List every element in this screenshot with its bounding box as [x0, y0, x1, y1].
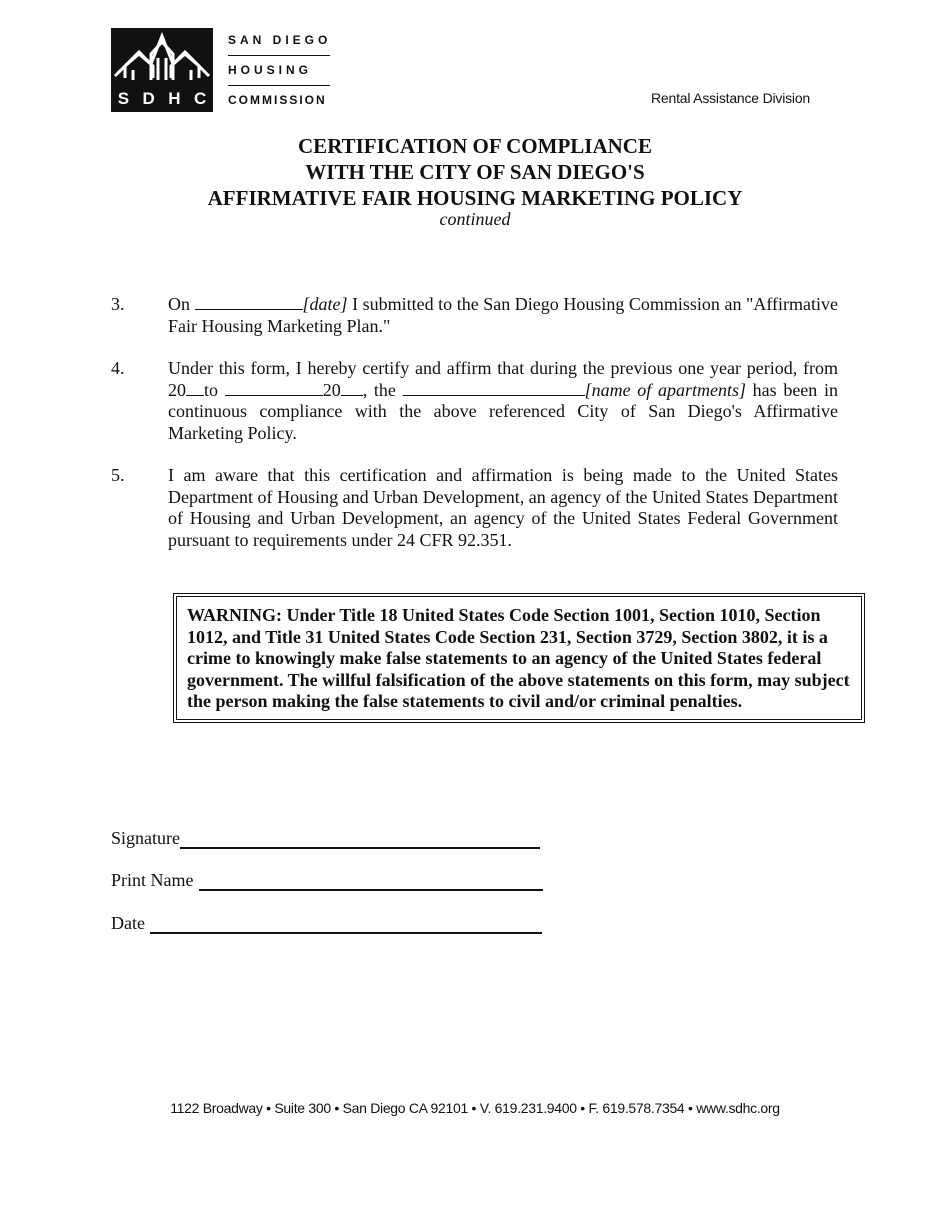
signature-line[interactable] — [180, 829, 540, 849]
title-line: CERTIFICATION OF COMPLIANCE — [298, 134, 652, 158]
print-name-field[interactable] — [111, 870, 543, 891]
item-number: 3. — [111, 294, 125, 314]
sdhc-logo — [111, 28, 213, 112]
division-name: Rental Assistance Division — [651, 90, 810, 106]
footer-address: 1122 Broadway • Suite 300 • San Diego CA 92101 • V. 619.231.9400 • F. 619.578.7354 • www.sdhc.org — [170, 1100, 780, 1116]
item-text-part: to — [204, 379, 225, 400]
logo-letter: C — [193, 89, 207, 108]
date-placeholder: [date] — [302, 294, 348, 314]
date-blank-field[interactable] — [195, 294, 303, 310]
date-field[interactable] — [111, 913, 542, 934]
item-text — [168, 294, 838, 337]
from-year-blank-field[interactable] — [186, 380, 204, 396]
apartments-placeholder: [name of apartments] — [584, 379, 746, 400]
logo-word: SAN DIEGO — [228, 33, 332, 47]
item-text-part: Under this form, I hereby certify and affirm that during the previous one year period, from 20 — [168, 358, 838, 400]
item-text-part: , the — [362, 379, 403, 400]
item-number: 5. — [111, 465, 125, 485]
logo-letter: H — [168, 89, 181, 108]
logo-divider — [228, 55, 330, 56]
item-text: I am aware that this certification and affirmation is being made to the United States Department of Housing and Urban Development, an agency of the United States Department of Housing and Urban Development, an agency of the United States Federal Government pursuant to requirements under 24 CFR 92.351. — [168, 465, 838, 550]
item-text — [168, 358, 838, 444]
field-label: Print Name — [111, 870, 194, 890]
list-item — [111, 465, 838, 551]
document-title — [0, 133, 950, 211]
field-label: Date — [111, 913, 145, 933]
date-line[interactable] — [150, 914, 542, 934]
title-line: WITH THE CITY OF SAN DIEGO'S — [305, 160, 645, 184]
item-text-part: On — [168, 294, 195, 314]
logo-wordmark — [228, 32, 332, 109]
logo-divider — [228, 85, 330, 86]
houses-logo-icon — [111, 28, 213, 90]
item-text-part: 20 — [322, 379, 341, 400]
document-subtitle: continued — [439, 209, 511, 229]
print-name-line[interactable] — [199, 871, 543, 891]
to-date-blank-field[interactable] — [225, 380, 323, 396]
to-year-blank-field[interactable] — [341, 380, 363, 396]
signature-field[interactable] — [111, 828, 540, 849]
list-item — [111, 294, 838, 337]
title-line: AFFIRMATIVE FAIR HOUSING MARKETING POLICY — [207, 186, 743, 210]
warning-box: WARNING: Under Title 18 United States Code Section 1001, Section 1010, Section 1012, and Title 31 United States Code Section 231, Section 3729, Section 3802, it is a crime to knowingly make false statements to an agency of the United States federal government. The willful falsification of the above statements on this form, may subject the person making the false statements to civil and/or criminal penalties. — [173, 593, 865, 723]
logo-letter: D — [142, 89, 155, 108]
field-label: Signature — [111, 828, 180, 848]
logo-word: HOUSING — [228, 63, 313, 77]
item-text-part: I submitted to the San Diego Housing Commission an "Affirmative Fair Housing Marketing Plan." — [168, 294, 838, 336]
logo-word: COMMISSION — [228, 93, 327, 107]
apartments-blank-field[interactable] — [403, 380, 585, 396]
item-number: 4. — [111, 358, 125, 378]
item-text-part: has been in continuous compliance with the above referenced City of San Diego's Affirmative Marketing Policy. — [168, 379, 838, 443]
list-item — [111, 358, 838, 444]
logo-letter: S — [117, 89, 130, 108]
